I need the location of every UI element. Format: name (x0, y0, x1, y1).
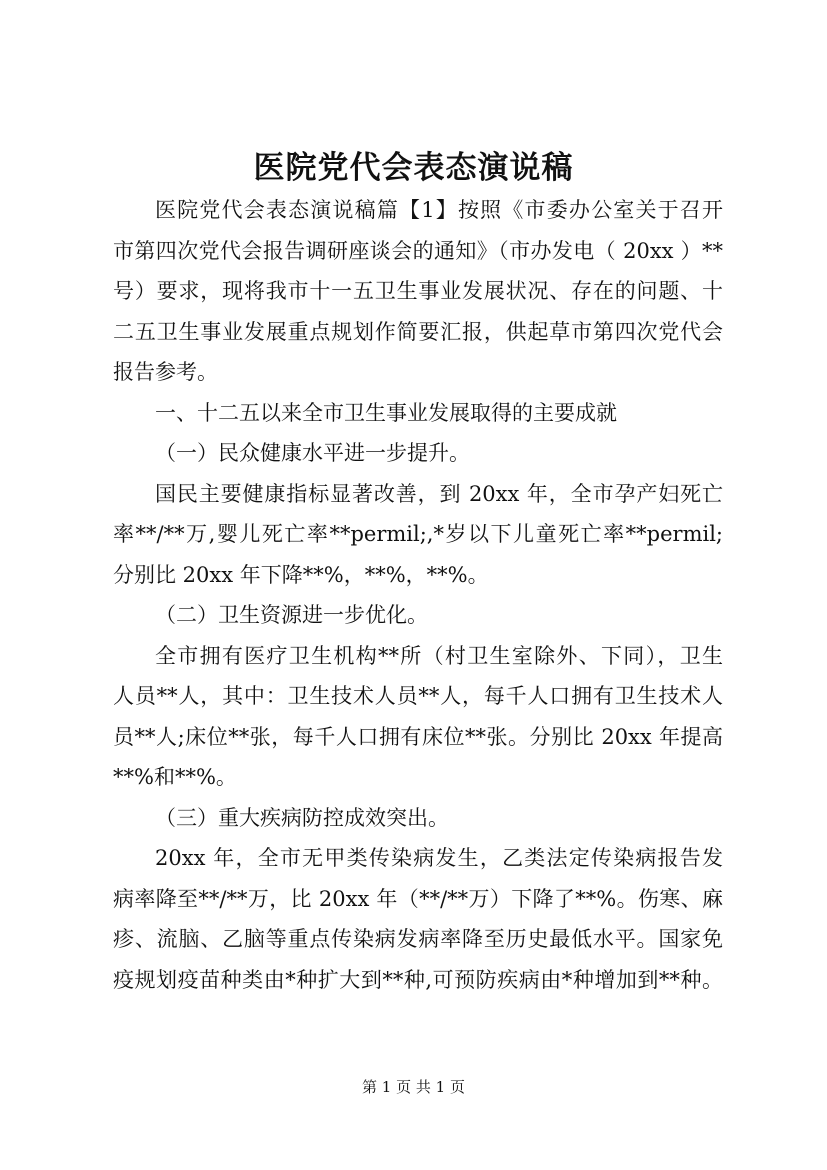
text-line: **%和**%。 (113, 765, 237, 789)
text-line: 分别比 20xx 年下降**%，**%，**%。 (113, 562, 489, 587)
text-line: 率**/**万,婴儿死亡率**permil;,*岁以下儿童死亡率**permil; (113, 522, 723, 546)
text-line: 市第四次党代会报告调研座谈会的通知》（市办发电（ 20xx ）** (113, 238, 723, 263)
text-line: 国民主要健康指标显著改善，到 20xx 年，全市孕产妇死亡 (155, 481, 723, 506)
text-line: （一）民众健康水平进一步提升。 (155, 441, 470, 465)
text-line: 员**人;床位**张，每千人口拥有床位**张。分别比 20xx 年提高 (113, 724, 723, 749)
text-line: 二五卫生事业发展重点规划作简要汇报，供起草市第四次党代会 (113, 319, 723, 344)
text-line: 医院党代会表态演说稿篇【1】按照《市委办公室关于召开 (155, 198, 723, 222)
text-line: 疫规划疫苗种类由*种扩大到**种,可预防疾病由*种增加到**种。 (113, 967, 723, 992)
text-line: 20xx 年，全市无甲类传染病发生，乙类法定传染病报告发 (155, 846, 723, 870)
text-line: 人员**人，其中：卫生技术人员**人，每千人口拥有卫生技术人 (113, 684, 723, 708)
text-line: 报告参考。 (113, 360, 218, 384)
text-line: （二）卫生资源进一步优化。 (155, 603, 428, 627)
text-line: 病率降至**/**万，比 20xx 年（**/**万）下降了**%。伤寒、麻 (113, 886, 723, 911)
text-line: 号）要求，现将我市十一五卫生事业发展状况、存在的问题、十 (113, 279, 723, 303)
document-body (113, 190, 723, 1000)
page-footer: 第 1 页 共 1 页 (362, 1078, 465, 1096)
text-line: 一、十二五以来全市卫生事业发展取得的主要成就 (155, 400, 617, 425)
text-line: 疹、流脑、乙脑等重点传染病发病率降至历史最低水平。国家免 (113, 927, 723, 951)
text-line: 全市拥有医疗卫生机构**所（村卫生室除外、下同），卫生 (155, 643, 723, 668)
text-line: （三）重大疾病防控成效突出。 (155, 805, 449, 830)
page-title: 医院党代会表态演说稿 (253, 150, 574, 186)
